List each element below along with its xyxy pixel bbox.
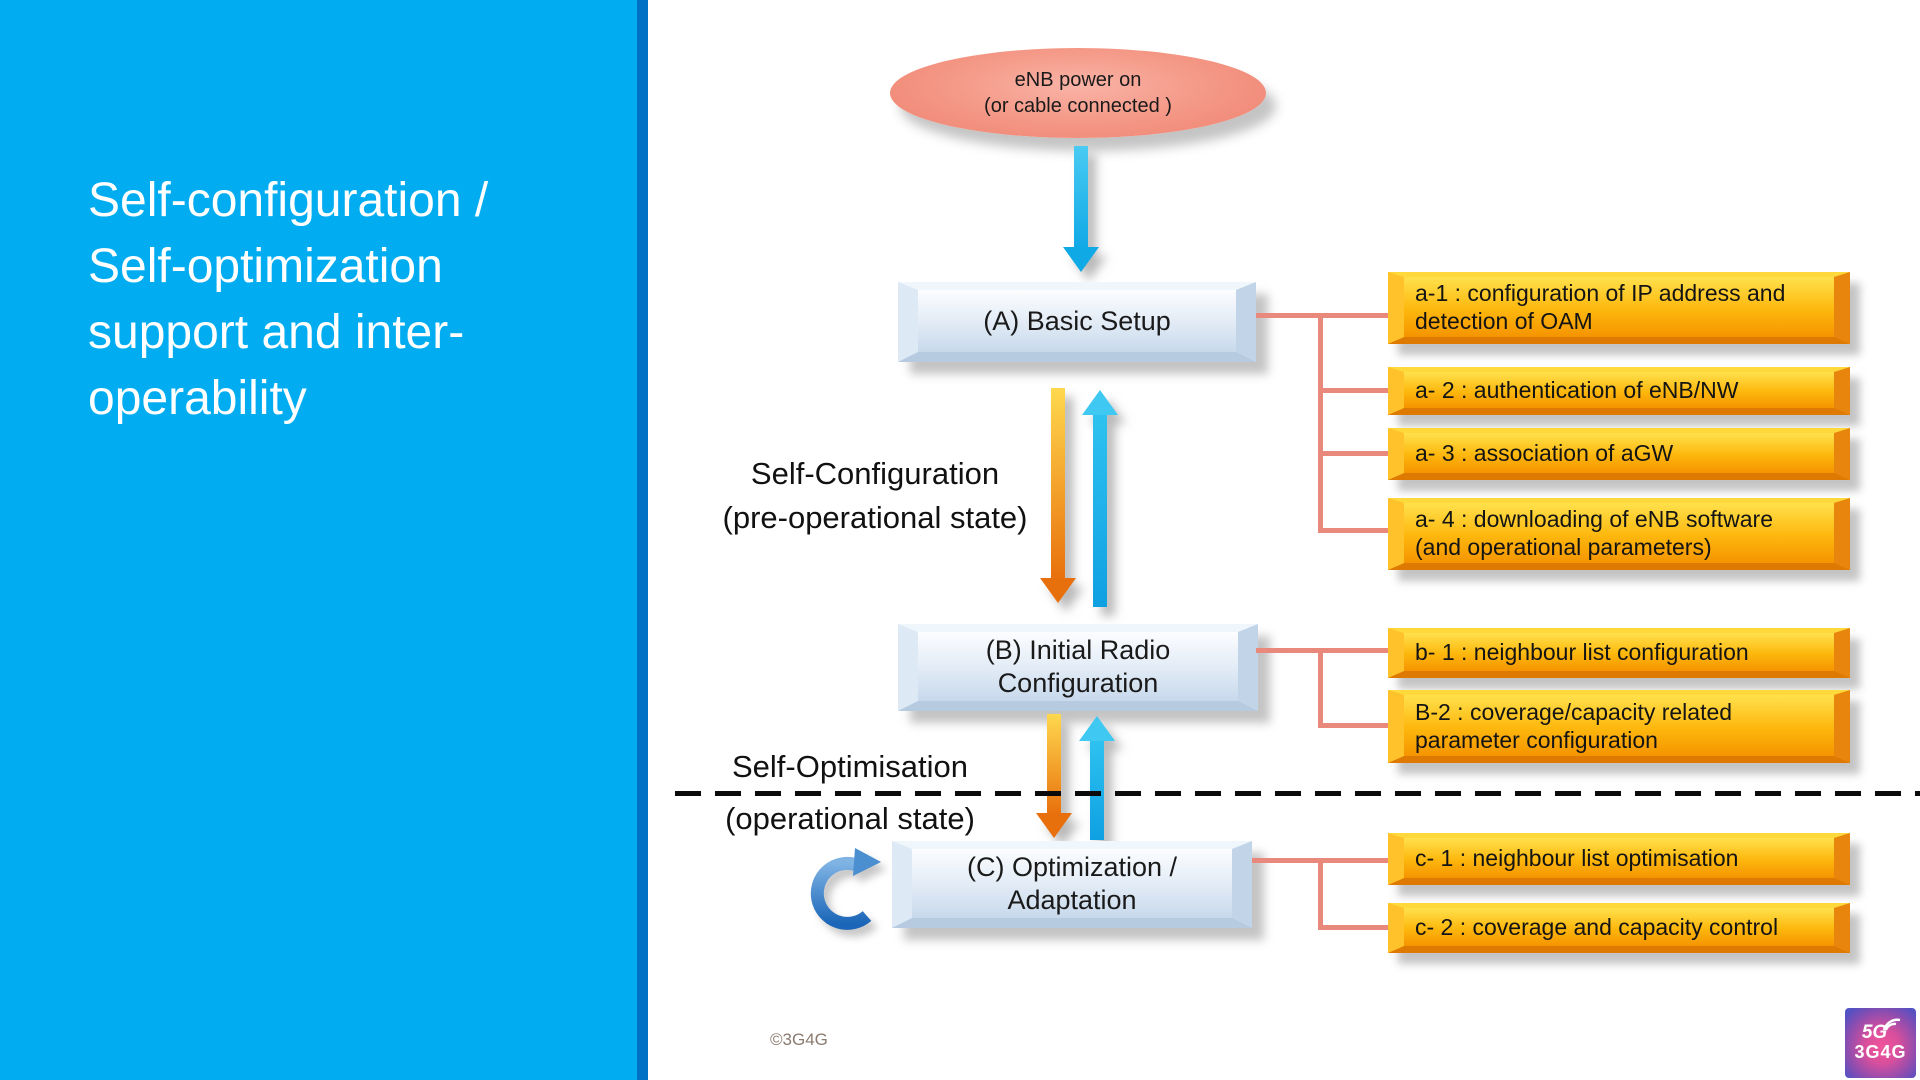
- substep-a3-label: a- 3 : association of aGW: [1415, 440, 1674, 466]
- stage-c-line2: Adaptation: [1007, 884, 1137, 915]
- substep-b1-label: b- 1 : neighbour list configuration: [1415, 639, 1749, 665]
- self-optimisation-line1: Self-Optimisation: [731, 749, 969, 784]
- connector-line: [1318, 648, 1323, 728]
- connector-line: [1318, 388, 1388, 393]
- substep-a2-box: [1388, 367, 1850, 415]
- substep-a1-box: [1388, 272, 1850, 344]
- down-arrow-icon: [1036, 714, 1072, 838]
- self-configuration-line1: Self-Configuration: [750, 456, 1000, 491]
- connector-line: [1318, 451, 1388, 456]
- logo-line1: 5G: [1861, 1022, 1888, 1043]
- arrow-shaft: [1074, 146, 1088, 249]
- copyright-text: ©3G4G: [770, 1030, 828, 1049]
- connector-line: [1318, 723, 1388, 728]
- connector-line: [1318, 528, 1388, 533]
- stage-b-box: [898, 624, 1258, 711]
- sidebar: [0, 0, 637, 1080]
- 3g4g-logo: [1845, 1008, 1916, 1078]
- stage-a-label: (A) Basic Setup: [983, 305, 1171, 336]
- logo-line2: 3G4G: [1854, 1042, 1907, 1062]
- substep-b1-box: [1388, 628, 1850, 678]
- substep-b2-label: B-2 : coverage/capacity related parameter configuration: [1415, 698, 1733, 753]
- arrow-shaft: [1047, 714, 1061, 815]
- connector-line: [1318, 313, 1323, 533]
- sidebar-accent-strip: [637, 0, 648, 1080]
- substep-b2-box: [1388, 690, 1850, 763]
- connector-line: [1318, 858, 1323, 930]
- substep-c2-box: [1388, 903, 1850, 953]
- stage-a-box: [898, 282, 1256, 362]
- start-ellipse-line2: (or cable connected ): [984, 95, 1172, 117]
- down-arrow-icon: [1063, 146, 1099, 272]
- substep-a3-box: [1388, 428, 1850, 480]
- self-configuration-line2: (pre-operational state): [722, 500, 1028, 535]
- connector-line: [1318, 925, 1388, 930]
- substep-a4-label: a- 4 : downloading of eNB software (and operational parameters): [1415, 506, 1773, 560]
- start-ellipse: [890, 48, 1266, 138]
- start-ellipse-line1: eNB power on: [1014, 69, 1142, 91]
- dashed-divider-line: [675, 791, 1920, 796]
- substep-c1-box: [1388, 833, 1850, 885]
- slide-title: Self-configuration / Self-optimization support and inter-operability: [88, 174, 489, 425]
- arrow-head: [1063, 247, 1099, 272]
- arrow-head: [1079, 716, 1115, 741]
- stage-b-line2: Configuration: [997, 667, 1159, 698]
- substep-a1-label: a-1 : configuration of IP address and detection of OAM: [1415, 280, 1786, 334]
- self-optimisation-line2: (operational state): [725, 801, 975, 836]
- substep-c1-label: c- 1 : neighbour list optimisation: [1415, 845, 1739, 871]
- arrow-head: [1036, 813, 1072, 838]
- up-arrow-icon: [1079, 716, 1115, 840]
- substep-c2-label: c- 2 : coverage and capacity control: [1415, 914, 1779, 940]
- stage-c-line1: (C) Optimization /: [966, 851, 1178, 882]
- stage-c-box: [892, 841, 1252, 928]
- arrow-head: [1040, 578, 1076, 603]
- substep-a4-box: [1388, 498, 1850, 570]
- loop-arrow-icon: [798, 838, 898, 938]
- arrow-head: [1082, 390, 1118, 415]
- arrow-shaft: [1090, 739, 1104, 840]
- stage-b-line1: (B) Initial Radio: [985, 634, 1171, 665]
- substep-a2-label: a- 2 : authentication of eNB/NW: [1415, 377, 1739, 403]
- up-arrow-icon: [1082, 390, 1118, 607]
- self-configuration-label: [690, 452, 1060, 540]
- arrow-shaft: [1093, 413, 1107, 607]
